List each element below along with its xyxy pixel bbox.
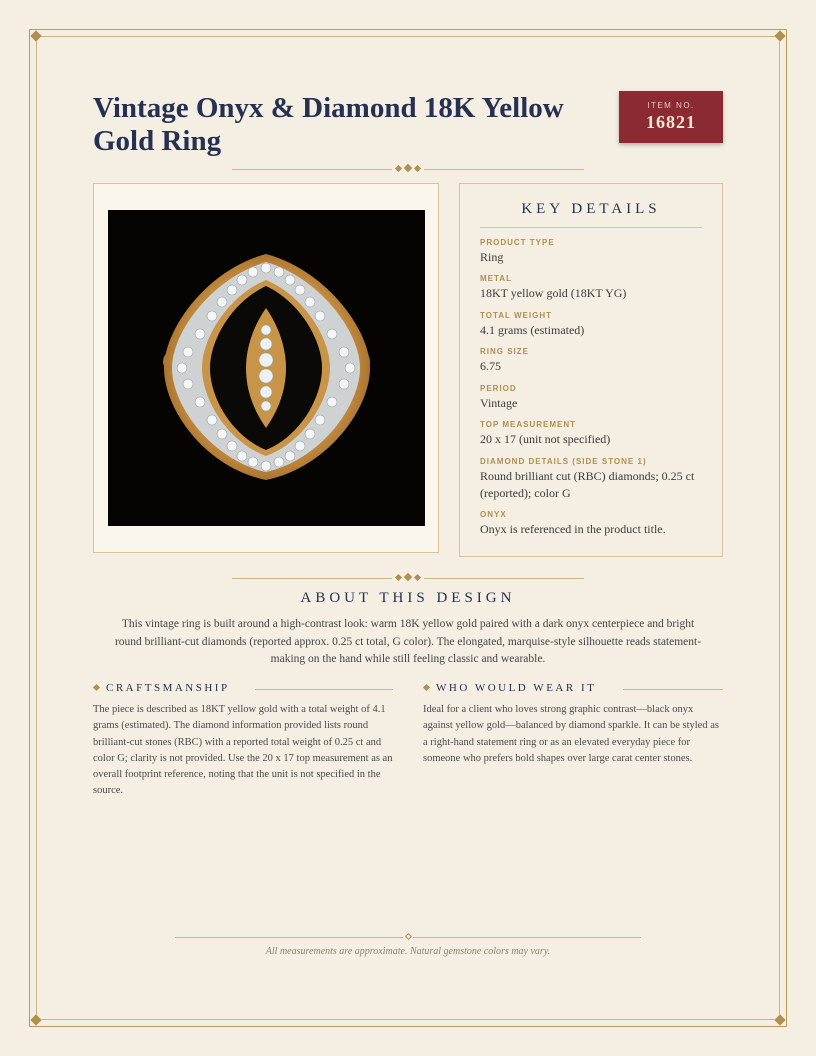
ring-photo xyxy=(108,210,425,526)
product-photo-card xyxy=(93,183,439,553)
heading-rule xyxy=(255,689,393,690)
diamond-bullet-icon xyxy=(93,684,100,691)
detail-ring-size xyxy=(480,347,710,375)
key-details-card xyxy=(459,183,723,557)
detail-label: PERIOD xyxy=(480,384,517,393)
detail-label: RING SIZE xyxy=(480,347,530,356)
detail-value: Onyx is referenced in the product title. xyxy=(480,522,666,536)
detail-diamond-details xyxy=(480,457,710,502)
detail-label: METAL xyxy=(480,274,512,283)
about-divider xyxy=(232,573,584,583)
detail-value: 4.1 grams (estimated) xyxy=(480,323,585,337)
ring-photo-icon xyxy=(108,210,425,526)
detail-metal xyxy=(480,274,710,302)
craftsmanship-heading xyxy=(93,682,393,696)
detail-value: Round brilliant cut (RBC) diamonds; 0.25 ct (reported); color G xyxy=(480,469,695,500)
page-title: Vintage Onyx & Diamond 18K Yellow Gold Ring xyxy=(93,92,564,157)
detail-label: TOTAL WEIGHT xyxy=(480,311,552,320)
detail-value: 20 x 17 (unit not specified) xyxy=(480,432,611,446)
detail-period xyxy=(480,384,710,412)
detail-label: ONYX xyxy=(480,510,507,519)
who-text: Ideal for a client who loves strong graphic contrast—black onyx against yellow gold—balanced by diamond sparkle. It can be styled as a right-hand statement ring or as an elevated everyday piece for someone who prefers bold shapes over large carat center stones. xyxy=(423,704,719,764)
item-number-label: ITEM NO. xyxy=(647,101,695,110)
detail-top-measurement xyxy=(480,420,710,448)
item-number-value: 16821 xyxy=(646,112,696,132)
detail-product-type xyxy=(480,238,710,266)
detail-onyx xyxy=(480,510,710,538)
detail-label: TOP MEASUREMENT xyxy=(480,420,577,429)
heading-rule xyxy=(623,689,723,690)
header-divider xyxy=(232,164,584,174)
detail-value: Vintage xyxy=(480,396,518,410)
detail-total-weight xyxy=(480,311,710,339)
detail-label: DIAMOND DETAILS (SIDE STONE 1) xyxy=(480,457,647,466)
detail-value: 6.75 xyxy=(480,359,501,373)
who-title: WHO WOULD WEAR IT xyxy=(436,682,597,694)
who-heading xyxy=(423,682,723,696)
about-text: This vintage ring is built around a high-contrast look: warm 18K yellow gold paired with a dark onyx centerpiece and bright round brilliant-cut diamonds (reported approx. 0.25 ct total, G color). The elongated, marquise-style silhouette reads statement-making on the hand while still feeling classic and wearable. xyxy=(114,618,702,665)
diamond-bullet-icon xyxy=(423,684,430,691)
footer-note: All measurements are approximate. Natural gemstone colors may vary. xyxy=(265,946,551,957)
item-number-badge xyxy=(619,91,723,143)
about-title: ABOUT THIS DESIGN xyxy=(300,590,516,606)
footer-divider xyxy=(175,932,641,942)
detail-value: 18KT yellow gold (18KT YG) xyxy=(480,286,627,300)
key-details-rule xyxy=(480,227,702,228)
craftsmanship-title: CRAFTSMANSHIP xyxy=(106,682,230,694)
detail-label: PRODUCT TYPE xyxy=(480,238,555,247)
craftsmanship-text: The piece is described as 18KT yellow gold with a total weight of 4.1 grams (estimated). The diamond information provided lists round brilliant-cut stones (RBC) with a reported total weight of 0.25 ct and color G; clarity is not provided. Use the 20 x 17 top measurement as an overall footprint reference, noting that the unit is not specified in the source. xyxy=(93,704,393,797)
detail-value: Ring xyxy=(480,250,504,264)
key-details-title: KEY DETAILS xyxy=(521,201,661,217)
